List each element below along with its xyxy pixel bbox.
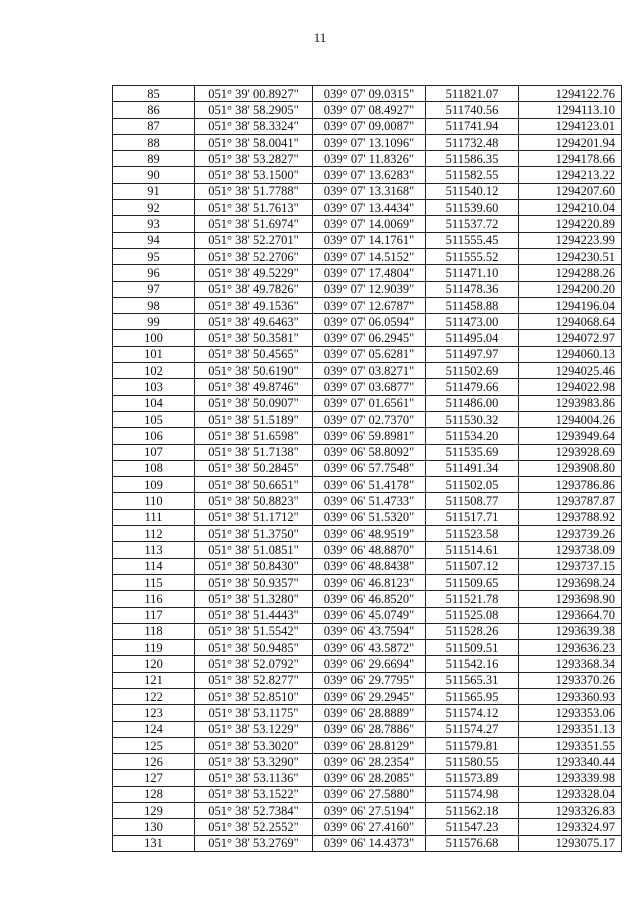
x-coordinate-cell: 511507.12 [426,558,519,574]
point-number-cell: 128 [113,786,195,802]
longitude-cell: 039° 06' 59.8981" [313,428,426,444]
latitude-cell: 051° 38' 51.5542" [195,623,313,639]
longitude-cell: 039° 06' 43.7594" [313,623,426,639]
longitude-cell: 039° 07' 01.6561" [313,395,426,411]
longitude-cell: 039° 07' 13.4434" [313,200,426,216]
longitude-cell: 039° 07' 03.8271" [313,363,426,379]
point-number-cell: 108 [113,460,195,476]
latitude-cell: 051° 38' 51.3750" [195,526,313,542]
longitude-cell: 039° 07' 03.6877" [313,379,426,395]
longitude-cell: 039° 06' 27.5194" [313,803,426,819]
point-number-cell: 109 [113,477,195,493]
table-row [113,200,622,216]
table-row [113,754,622,770]
point-number-cell: 115 [113,574,195,590]
x-coordinate-cell: 511540.12 [426,183,519,199]
x-coordinate-cell: 511473.00 [426,314,519,330]
y-coordinate-cell: 1294004.26 [519,411,622,427]
y-coordinate-cell: 1293324.97 [519,819,622,835]
table-row [113,477,622,493]
y-coordinate-cell: 1294022.98 [519,379,622,395]
y-coordinate-cell: 1293908.80 [519,460,622,476]
longitude-cell: 039° 06' 27.4160" [313,819,426,835]
table-row [113,542,622,558]
y-coordinate-cell: 1294223.99 [519,232,622,248]
y-coordinate-cell: 1293983.86 [519,395,622,411]
table-row [113,281,622,297]
latitude-cell: 051° 38' 49.6463" [195,314,313,330]
table-row [113,721,622,737]
y-coordinate-cell: 1294288.26 [519,265,622,281]
x-coordinate-cell: 511555.52 [426,248,519,264]
point-number-cell: 127 [113,770,195,786]
x-coordinate-cell: 511537.72 [426,216,519,232]
longitude-cell: 039° 07' 14.0069" [313,216,426,232]
latitude-cell: 051° 38' 52.7384" [195,803,313,819]
x-coordinate-cell: 511471.10 [426,265,519,281]
point-number-cell: 90 [113,167,195,183]
table-row [113,330,622,346]
x-coordinate-cell: 511574.27 [426,721,519,737]
longitude-cell: 039° 07' 13.3168" [313,183,426,199]
point-number-cell: 100 [113,330,195,346]
latitude-cell: 051° 38' 49.7826" [195,281,313,297]
y-coordinate-cell: 1293328.04 [519,786,622,802]
point-number-cell: 86 [113,102,195,118]
y-coordinate-cell: 1294072.97 [519,330,622,346]
y-coordinate-cell: 1293786.86 [519,477,622,493]
latitude-cell: 051° 38' 53.1500" [195,167,313,183]
point-number-cell: 98 [113,297,195,313]
longitude-cell: 039° 06' 14.4373" [313,835,426,851]
point-number-cell: 97 [113,281,195,297]
point-number-cell: 131 [113,835,195,851]
y-coordinate-cell: 1293787.87 [519,493,622,509]
longitude-cell: 039° 06' 51.5320" [313,509,426,525]
longitude-cell: 039° 07' 13.1096" [313,134,426,150]
table-row [113,460,622,476]
y-coordinate-cell: 1293368.34 [519,656,622,672]
y-coordinate-cell: 1293738.09 [519,542,622,558]
point-number-cell: 102 [113,363,195,379]
longitude-cell: 039° 06' 46.8123" [313,574,426,590]
table-row [113,835,622,851]
longitude-cell: 039° 07' 14.5152" [313,248,426,264]
latitude-cell: 051° 38' 53.3020" [195,737,313,753]
y-coordinate-cell: 1293788.92 [519,509,622,525]
y-coordinate-cell: 1294113.10 [519,102,622,118]
longitude-cell: 039° 06' 48.9519" [313,526,426,542]
y-coordinate-cell: 1293949.64 [519,428,622,444]
x-coordinate-cell: 511740.56 [426,102,519,118]
longitude-cell: 039° 07' 11.8326" [313,151,426,167]
latitude-cell: 051° 38' 53.1522" [195,786,313,802]
table-row [113,819,622,835]
longitude-cell: 039° 06' 46.8520" [313,591,426,607]
table-row [113,297,622,313]
y-coordinate-cell: 1293739.26 [519,526,622,542]
longitude-cell: 039° 07' 06.0594" [313,314,426,330]
y-coordinate-cell: 1293664.70 [519,607,622,623]
x-coordinate-cell: 511580.55 [426,754,519,770]
x-coordinate-cell: 511574.12 [426,705,519,721]
point-number-cell: 92 [113,200,195,216]
latitude-cell: 051° 38' 52.8510" [195,688,313,704]
table-row [113,411,622,427]
point-number-cell: 112 [113,526,195,542]
point-number-cell: 121 [113,672,195,688]
x-coordinate-cell: 511502.69 [426,363,519,379]
y-coordinate-cell: 1293360.93 [519,688,622,704]
table-row [113,118,622,134]
table-row [113,493,622,509]
x-coordinate-cell: 511535.69 [426,444,519,460]
latitude-cell: 051° 38' 52.2701" [195,232,313,248]
latitude-cell: 051° 38' 51.7138" [195,444,313,460]
latitude-cell: 051° 38' 52.2552" [195,819,313,835]
table-row [113,248,622,264]
table-row [113,216,622,232]
x-coordinate-cell: 511821.07 [426,86,519,102]
longitude-cell: 039° 07' 12.6787" [313,297,426,313]
y-coordinate-cell: 1294196.04 [519,297,622,313]
x-coordinate-cell: 511586.35 [426,151,519,167]
y-coordinate-cell: 1293326.83 [519,803,622,819]
point-number-cell: 123 [113,705,195,721]
y-coordinate-cell: 1293639.38 [519,623,622,639]
longitude-cell: 039° 07' 02.7370" [313,411,426,427]
latitude-cell: 051° 38' 51.4443" [195,607,313,623]
latitude-cell: 051° 38' 51.7788" [195,183,313,199]
table-row [113,151,622,167]
point-number-cell: 103 [113,379,195,395]
table-row [113,574,622,590]
y-coordinate-cell: 1294200.20 [519,281,622,297]
table-row [113,86,622,102]
point-number-cell: 114 [113,558,195,574]
y-coordinate-cell: 1293339.98 [519,770,622,786]
y-coordinate-cell: 1293737.15 [519,558,622,574]
point-number-cell: 118 [113,623,195,639]
longitude-cell: 039° 06' 28.7886" [313,721,426,737]
point-number-cell: 104 [113,395,195,411]
y-coordinate-cell: 1294123.01 [519,118,622,134]
y-coordinate-cell: 1294220.89 [519,216,622,232]
latitude-cell: 051° 38' 51.0851" [195,542,313,558]
x-coordinate-cell: 511579.81 [426,737,519,753]
point-number-cell: 129 [113,803,195,819]
latitude-cell: 051° 38' 53.1229" [195,721,313,737]
latitude-cell: 051° 38' 52.8277" [195,672,313,688]
point-number-cell: 124 [113,721,195,737]
x-coordinate-cell: 511574.98 [426,786,519,802]
point-number-cell: 87 [113,118,195,134]
x-coordinate-cell: 511495.04 [426,330,519,346]
latitude-cell: 051° 38' 50.8823" [195,493,313,509]
latitude-cell: 051° 38' 53.2827" [195,151,313,167]
table-row [113,705,622,721]
x-coordinate-cell: 511741.94 [426,118,519,134]
y-coordinate-cell: 1293928.69 [519,444,622,460]
y-coordinate-cell: 1293351.13 [519,721,622,737]
longitude-cell: 039° 07' 09.0087" [313,118,426,134]
table-row [113,232,622,248]
latitude-cell: 051° 38' 49.5229" [195,265,313,281]
x-coordinate-cell: 511523.58 [426,526,519,542]
latitude-cell: 051° 38' 52.2706" [195,248,313,264]
y-coordinate-cell: 1293698.24 [519,574,622,590]
y-coordinate-cell: 1294230.51 [519,248,622,264]
longitude-cell: 039° 06' 58.8092" [313,444,426,460]
x-coordinate-cell: 511565.31 [426,672,519,688]
point-number-cell: 113 [113,542,195,558]
point-number-cell: 88 [113,134,195,150]
point-number-cell: 120 [113,656,195,672]
y-coordinate-cell: 1293075.17 [519,835,622,851]
table-row [113,102,622,118]
x-coordinate-cell: 511497.97 [426,346,519,362]
x-coordinate-cell: 511530.32 [426,411,519,427]
x-coordinate-cell: 511565.95 [426,688,519,704]
latitude-cell: 051° 38' 58.0041" [195,134,313,150]
longitude-cell: 039° 06' 28.8889" [313,705,426,721]
x-coordinate-cell: 511555.45 [426,232,519,248]
latitude-cell: 051° 38' 50.6190" [195,363,313,379]
latitude-cell: 051° 38' 50.9357" [195,574,313,590]
latitude-cell: 051° 38' 58.2905" [195,102,313,118]
longitude-cell: 039° 06' 28.2085" [313,770,426,786]
point-number-cell: 125 [113,737,195,753]
table-row [113,558,622,574]
latitude-cell: 051° 38' 51.3280" [195,591,313,607]
point-number-cell: 91 [113,183,195,199]
y-coordinate-cell: 1294178.66 [519,151,622,167]
x-coordinate-cell: 511486.00 [426,395,519,411]
longitude-cell: 039° 06' 29.6694" [313,656,426,672]
point-number-cell: 95 [113,248,195,264]
point-number-cell: 101 [113,346,195,362]
longitude-cell: 039° 07' 08.4927" [313,102,426,118]
table-row [113,428,622,444]
latitude-cell: 051° 38' 53.2769" [195,835,313,851]
longitude-cell: 039° 06' 28.8129" [313,737,426,753]
point-number-cell: 94 [113,232,195,248]
coordinates-table-body [113,86,622,852]
table-row [113,395,622,411]
longitude-cell: 039° 06' 45.0749" [313,607,426,623]
x-coordinate-cell: 511573.89 [426,770,519,786]
latitude-cell: 051° 38' 50.2845" [195,460,313,476]
y-coordinate-cell: 1294060.13 [519,346,622,362]
x-coordinate-cell: 511521.78 [426,591,519,607]
longitude-cell: 039° 06' 43.5872" [313,640,426,656]
table-row [113,509,622,525]
table-row [113,363,622,379]
x-coordinate-cell: 511539.60 [426,200,519,216]
x-coordinate-cell: 511514.61 [426,542,519,558]
latitude-cell: 051° 38' 51.6598" [195,428,313,444]
table-row [113,265,622,281]
coordinates-table [112,85,622,852]
table-row [113,640,622,656]
table-row [113,134,622,150]
latitude-cell: 051° 38' 52.0792" [195,656,313,672]
x-coordinate-cell: 511547.23 [426,819,519,835]
longitude-cell: 039° 07' 17.4804" [313,265,426,281]
latitude-cell: 051° 38' 50.0907" [195,395,313,411]
y-coordinate-cell: 1294068.64 [519,314,622,330]
table-row [113,656,622,672]
x-coordinate-cell: 511525.08 [426,607,519,623]
y-coordinate-cell: 1293370.26 [519,672,622,688]
latitude-cell: 051° 38' 50.9485" [195,640,313,656]
y-coordinate-cell: 1293636.23 [519,640,622,656]
point-number-cell: 130 [113,819,195,835]
latitude-cell: 051° 38' 50.4565" [195,346,313,362]
longitude-cell: 039° 07' 06.2945" [313,330,426,346]
longitude-cell: 039° 06' 51.4178" [313,477,426,493]
table-row [113,167,622,183]
latitude-cell: 051° 38' 53.3290" [195,754,313,770]
y-coordinate-cell: 1294122.76 [519,86,622,102]
longitude-cell: 039° 06' 48.8438" [313,558,426,574]
longitude-cell: 039° 06' 29.7795" [313,672,426,688]
table-row [113,803,622,819]
point-number-cell: 111 [113,509,195,525]
latitude-cell: 051° 38' 50.8430" [195,558,313,574]
x-coordinate-cell: 511508.77 [426,493,519,509]
y-coordinate-cell: 1294210.04 [519,200,622,216]
longitude-cell: 039° 07' 05.6281" [313,346,426,362]
table-row [113,770,622,786]
y-coordinate-cell: 1294213.22 [519,167,622,183]
page-number: 11 [313,30,327,45]
point-number-cell: 106 [113,428,195,444]
table-row [113,346,622,362]
point-number-cell: 117 [113,607,195,623]
x-coordinate-cell: 511562.18 [426,803,519,819]
longitude-cell: 039° 06' 27.5880" [313,786,426,802]
point-number-cell: 122 [113,688,195,704]
x-coordinate-cell: 511458.88 [426,297,519,313]
y-coordinate-cell: 1293340.44 [519,754,622,770]
latitude-cell: 051° 38' 51.1712" [195,509,313,525]
table-row [113,444,622,460]
x-coordinate-cell: 511534.20 [426,428,519,444]
point-number-cell: 96 [113,265,195,281]
table-row [113,314,622,330]
latitude-cell: 051° 38' 50.3581" [195,330,313,346]
table-row [113,379,622,395]
table-row [113,688,622,704]
longitude-cell: 039° 07' 13.6283" [313,167,426,183]
point-number-cell: 89 [113,151,195,167]
y-coordinate-cell: 1294201.94 [519,134,622,150]
x-coordinate-cell: 511732.48 [426,134,519,150]
x-coordinate-cell: 511582.55 [426,167,519,183]
point-number-cell: 93 [113,216,195,232]
x-coordinate-cell: 511509.65 [426,574,519,590]
latitude-cell: 051° 38' 58.3324" [195,118,313,134]
latitude-cell: 051° 38' 51.6974" [195,216,313,232]
latitude-cell: 051° 38' 50.6651" [195,477,313,493]
latitude-cell: 051° 38' 53.1175" [195,705,313,721]
point-number-cell: 119 [113,640,195,656]
latitude-cell: 051° 38' 49.8746" [195,379,313,395]
longitude-cell: 039° 07' 14.1761" [313,232,426,248]
table-row [113,672,622,688]
table-row [113,183,622,199]
latitude-cell: 051° 38' 49.1536" [195,297,313,313]
y-coordinate-cell: 1293698.90 [519,591,622,607]
longitude-cell: 039° 06' 28.2354" [313,754,426,770]
x-coordinate-cell: 511576.68 [426,835,519,851]
latitude-cell: 051° 38' 51.7613" [195,200,313,216]
x-coordinate-cell: 511542.16 [426,656,519,672]
point-number-cell: 107 [113,444,195,460]
point-number-cell: 116 [113,591,195,607]
longitude-cell: 039° 06' 51.4733" [313,493,426,509]
table-row [113,526,622,542]
x-coordinate-cell: 511479.66 [426,379,519,395]
y-coordinate-cell: 1293353.06 [519,705,622,721]
longitude-cell: 039° 07' 09.0315" [313,86,426,102]
x-coordinate-cell: 511517.71 [426,509,519,525]
longitude-cell: 039° 06' 48.8870" [313,542,426,558]
x-coordinate-cell: 511491.34 [426,460,519,476]
table-row [113,623,622,639]
y-coordinate-cell: 1294207.60 [519,183,622,199]
longitude-cell: 039° 06' 29.2945" [313,688,426,704]
longitude-cell: 039° 07' 12.9039" [313,281,426,297]
x-coordinate-cell: 511502.05 [426,477,519,493]
point-number-cell: 110 [113,493,195,509]
latitude-cell: 051° 39' 00.8927" [195,86,313,102]
table-row [113,607,622,623]
table-row [113,591,622,607]
x-coordinate-cell: 511528.26 [426,623,519,639]
point-number-cell: 126 [113,754,195,770]
latitude-cell: 051° 38' 53.1136" [195,770,313,786]
table-row [113,737,622,753]
point-number-cell: 105 [113,411,195,427]
latitude-cell: 051° 38' 51.5189" [195,411,313,427]
x-coordinate-cell: 511478.36 [426,281,519,297]
y-coordinate-cell: 1293351.55 [519,737,622,753]
y-coordinate-cell: 1294025.46 [519,363,622,379]
longitude-cell: 039° 06' 57.7548" [313,460,426,476]
x-coordinate-cell: 511509.51 [426,640,519,656]
point-number-cell: 99 [113,314,195,330]
table-row [113,786,622,802]
point-number-cell: 85 [113,86,195,102]
